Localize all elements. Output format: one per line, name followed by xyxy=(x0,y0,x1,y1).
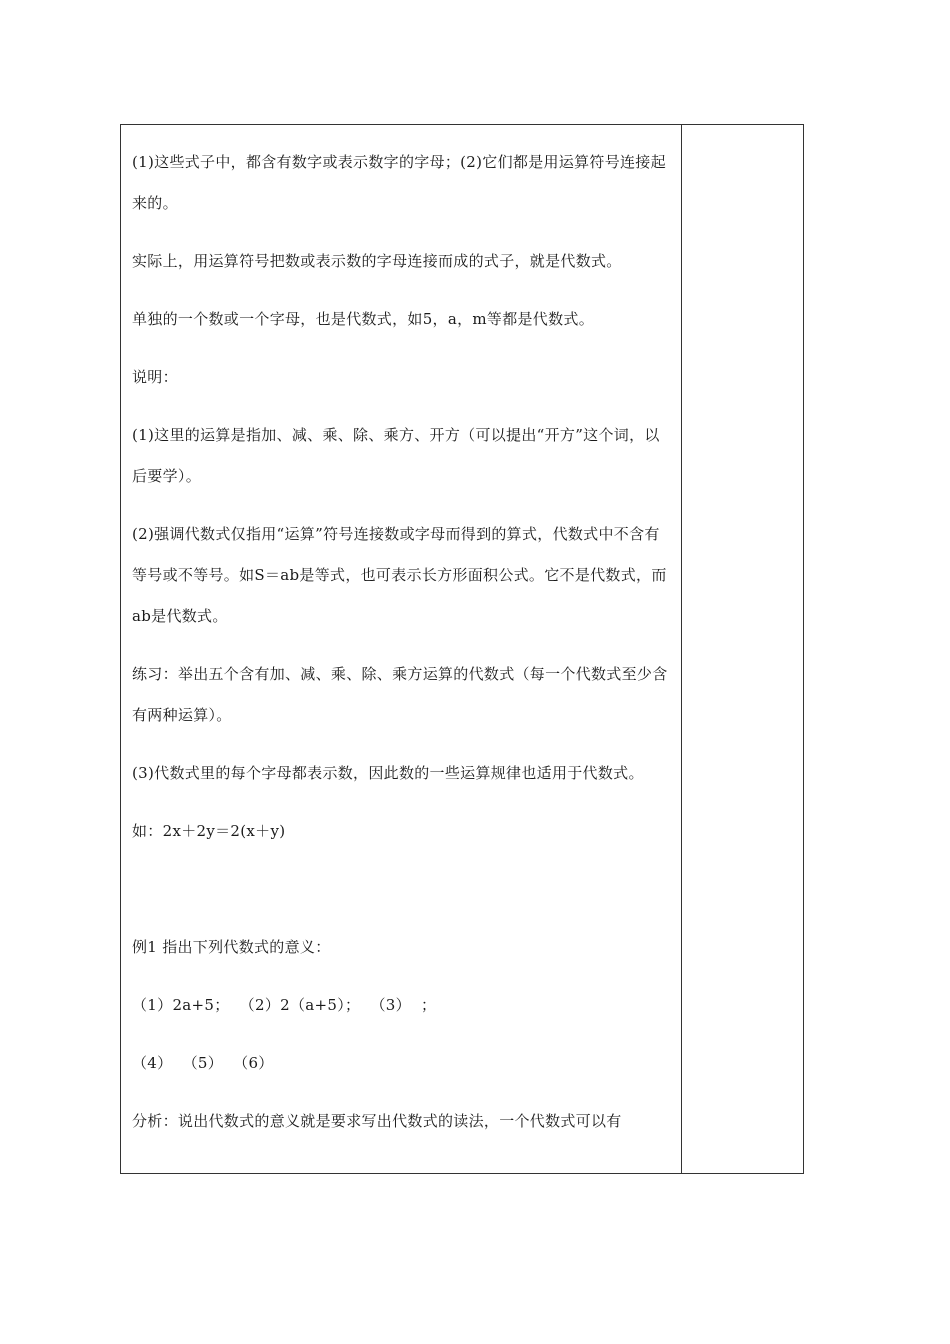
paragraph-definition: 实际上，用运算符号把数或表示数的字母连接而成的式子，就是代数式。 xyxy=(132,252,622,270)
example-items-line-1: （1）2a+5； （2）2（a+5）； （3） ； xyxy=(132,996,437,1014)
example-items-line-2: （4） （5） （6） xyxy=(132,1054,274,1072)
paragraph-note-1: (1)这里的运算是指加、减、乘、除、乘方、开方（可以提出“开方”这个词，以后要学）。 xyxy=(132,426,660,485)
paragraph-features: (1)这些式子中，都含有数字或表示数字的字母；(2)它们都是用运算符号连接起来的。 xyxy=(132,153,666,212)
example-analysis: 分析：说出代数式的意义就是要求写出代数式的读法，一个代数式可以有 xyxy=(132,1112,622,1130)
paragraph-exercise: 练习：举出五个含有加、减、乘、除、乘方运算的代数式（每一个代数式至少含有两种运算）。 xyxy=(132,665,668,724)
example-title: 例1 指出下列代数式的意义： xyxy=(132,938,331,956)
blank-space xyxy=(132,869,671,927)
lesson-table xyxy=(120,124,804,1174)
content-cell xyxy=(121,125,681,1173)
paragraph-note-3: (3)代数式里的每个字母都表示数，因此数的一些运算规律也适用于代数式。 xyxy=(132,764,644,782)
paragraph-single-number: 单独的一个数或一个字母，也是代数式，如5，a，m等都是代数式。 xyxy=(132,310,595,328)
paragraph-explanation-heading: 说明： xyxy=(132,368,178,386)
notes-column xyxy=(682,125,803,1173)
paragraph-note-2: (2)强调代数式仅指用“运算”符号连接数或字母而得到的算式，代数式中不含有等号或不等号。如S＝ab是等式，也可表示长方形面积公式。它不是代数式，而ab是代数式。 xyxy=(132,525,667,625)
paragraph-formula-example: 如：2x＋2y＝2(x＋y) xyxy=(132,822,286,840)
